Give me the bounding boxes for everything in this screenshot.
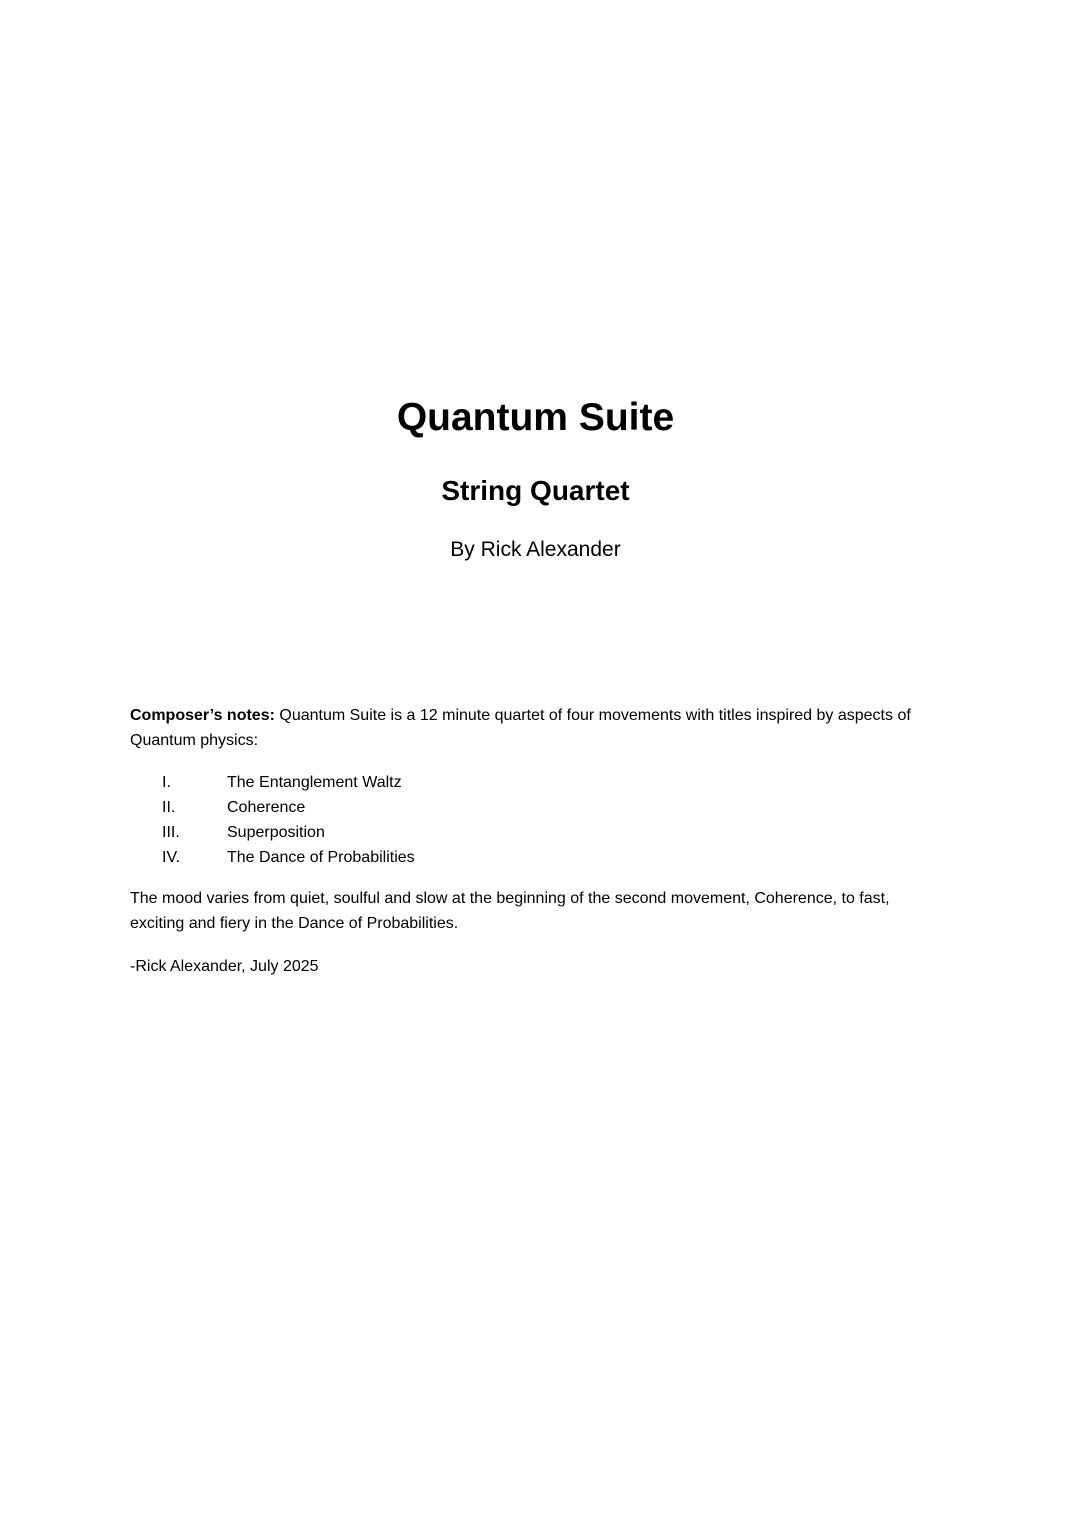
list-item xyxy=(130,795,945,820)
movement-numeral: IV. xyxy=(162,849,181,866)
notes-intro xyxy=(130,703,945,753)
author-line: By Rick Alexander xyxy=(450,538,621,561)
list-item xyxy=(130,845,945,870)
signature-line: -Rick Alexander, July 2025 xyxy=(130,958,319,975)
movement-title: Superposition xyxy=(227,824,325,841)
list-item xyxy=(130,770,945,795)
movement-numeral: III. xyxy=(162,824,180,841)
movement-title: Coherence xyxy=(227,799,306,816)
notes-label: Composer’s notes: xyxy=(130,707,275,724)
movement-list xyxy=(130,770,945,870)
movement-numeral: II. xyxy=(162,799,176,816)
notes-intro-text: Quantum Suite is a 12 minute quartet of four movements with titles inspired by aspects of Quantum physics: xyxy=(130,707,911,749)
movement-numeral: I. xyxy=(162,774,171,791)
list-item xyxy=(130,820,945,845)
page-subtitle: String Quartet xyxy=(441,475,630,506)
movement-title: The Entanglement Waltz xyxy=(227,774,402,791)
page-title: Quantum Suite xyxy=(396,396,675,439)
mood-paragraph: The mood varies from quiet, soulful and slow at the beginning of the second movement, Coherence, to fast, exciting and fiery in the Dance of Probabilities. xyxy=(130,890,890,932)
composer-notes xyxy=(130,703,945,979)
movement-title: The Dance of Probabilities xyxy=(227,849,415,866)
